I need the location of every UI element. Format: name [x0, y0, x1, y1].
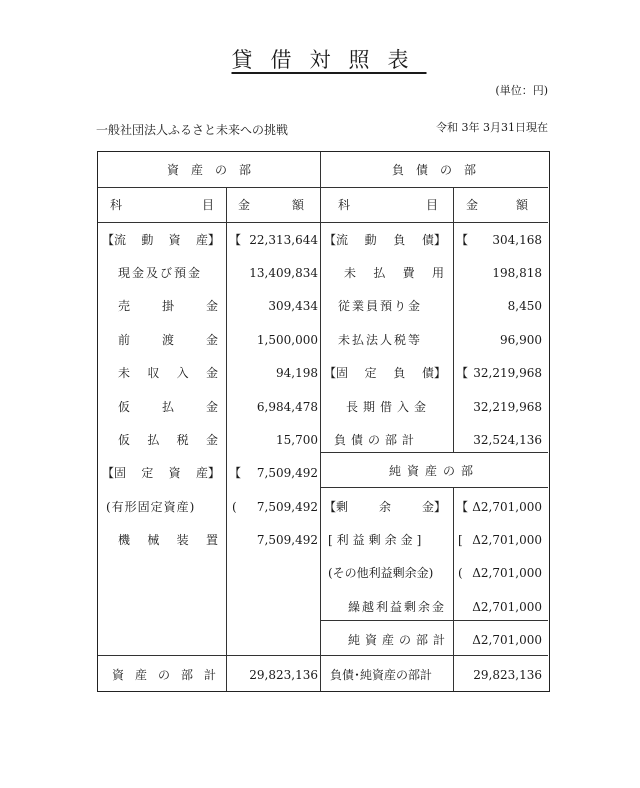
- bracket-open: 【: [456, 500, 469, 514]
- asset-fixed-total: 7,509,492: [256, 466, 318, 480]
- liab-account-header: 科 目: [338, 198, 438, 212]
- liab-employee-deposit-amount: 8,450: [507, 299, 542, 313]
- asset-tangible-amount: 7,509,492: [256, 500, 318, 514]
- net-total-label: 純資産の部計: [348, 633, 451, 647]
- center-divider: [320, 152, 321, 691]
- as-of-date: 令和 3年 3月31日現在: [436, 121, 548, 134]
- asset-prepaid-tax-label: 仮 払 税 金: [118, 433, 218, 447]
- net-assets-section-header: 純資産の部: [388, 464, 479, 478]
- asset-current-label: 【流 動 資 産】: [102, 233, 220, 247]
- asset-cash-amount: 13,409,834: [249, 266, 318, 280]
- asset-amount-header: 金 額: [238, 198, 304, 212]
- bracket-open: 【: [229, 466, 242, 480]
- balance-sheet-table: [97, 151, 550, 692]
- bracket-open: (: [458, 566, 463, 580]
- bracket-open: 【: [229, 233, 242, 247]
- net-total-top: [320, 620, 548, 621]
- asset-fixed-label: 【固 定 資 産】: [102, 466, 220, 480]
- asset-tangible-label: (有形固定資産): [106, 500, 196, 514]
- asset-accrued-income-amount: 94,198: [276, 366, 318, 380]
- liab-amount-divider-bottom: [453, 487, 454, 691]
- asset-prepaid-tax-amount: 15,700: [276, 433, 318, 447]
- asset-machinery-amount: 7,509,492: [256, 533, 318, 547]
- header-line-1: [98, 187, 548, 188]
- grand-total-amount: 29,823,136: [473, 668, 542, 682]
- asset-suspense-label: 仮 払 金: [118, 400, 218, 414]
- unit-label: (単位：円): [495, 84, 548, 97]
- net-assets-header-line: [320, 487, 548, 488]
- asset-advance-label: 前 渡 金: [118, 333, 218, 347]
- liab-amount-divider-top: [453, 187, 454, 452]
- net-surplus-label: 【剰 余 金】: [324, 500, 446, 514]
- bracket-open: [: [458, 533, 463, 547]
- asset-total-amount: 29,823,136: [249, 668, 318, 682]
- net-total-amount: Δ2,701,000: [472, 633, 542, 647]
- liab-current-total: 304,168: [492, 233, 542, 247]
- grand-total-label: 負債･純資産の部計: [330, 668, 433, 682]
- asset-current-total: 22,313,644: [249, 233, 318, 247]
- asset-cash-label: 現金及び預金: [118, 266, 203, 280]
- liab-employee-deposit-label: 従業員預り金: [338, 299, 423, 313]
- liab-current-label: 【流 動 負 債】: [324, 233, 446, 247]
- asset-receivable-amount: 309,434: [268, 299, 318, 313]
- net-other-retained-amount: Δ2,701,000: [472, 566, 542, 580]
- asset-suspense-amount: 6,984,478: [256, 400, 318, 414]
- liab-accrued-exp-label: 未 払 費 用: [344, 266, 444, 280]
- net-carried-label: 繰越利益剰余金: [348, 600, 447, 614]
- net-other-retained-label: (その他利益剰余金): [328, 566, 434, 580]
- asset-account-header: 科 目: [110, 198, 214, 212]
- liab-total-label: 負債の部計: [334, 433, 420, 447]
- net-retained-amount: Δ2,701,000: [472, 533, 542, 547]
- liab-total-top: [320, 452, 548, 453]
- liab-accrued-exp-amount: 198,818: [492, 266, 542, 280]
- header-line-2: [98, 222, 548, 223]
- assets-section-header: 資 産 の 部: [166, 163, 251, 177]
- liab-long-loan-label: 長期借入金: [346, 400, 432, 414]
- net-retained-label: [利益剰余金]: [328, 533, 426, 547]
- liab-total-amount: 32,524,136: [473, 433, 542, 447]
- liab-corp-tax-label: 未払法人税等: [338, 333, 423, 347]
- bracket-open: (: [232, 500, 237, 514]
- liabilities-section-header: 負 債 の 部: [391, 163, 476, 177]
- liab-long-loan-amount: 32,219,968: [473, 400, 542, 414]
- asset-advance-amount: 1,500,000: [256, 333, 318, 347]
- asset-machinery-label: 機 械 装 置: [118, 533, 218, 547]
- grand-total-line: [98, 655, 548, 656]
- liab-corp-tax-amount: 96,900: [500, 333, 542, 347]
- liab-fixed-label: 【固 定 負 債】: [324, 366, 446, 380]
- net-surplus-amount: Δ2,701,000: [472, 500, 542, 514]
- asset-total-label: 資 産 の 部 計: [112, 668, 216, 682]
- net-carried-amount: Δ2,701,000: [472, 600, 542, 614]
- liab-amount-header: 金 額: [466, 198, 528, 212]
- bracket-open: 【: [456, 233, 469, 247]
- liab-fixed-total: 32,219,968: [473, 366, 542, 380]
- document-title: 貸借対照表: [231, 48, 427, 72]
- asset-receivable-label: 売 掛 金: [118, 299, 218, 313]
- bracket-open: 【: [456, 366, 469, 380]
- organization-name: 一般社団法人ふるさと未来への挑戦: [96, 123, 289, 137]
- asset-amount-divider: [226, 187, 227, 691]
- asset-accrued-income-label: 未 収 入 金: [118, 366, 218, 380]
